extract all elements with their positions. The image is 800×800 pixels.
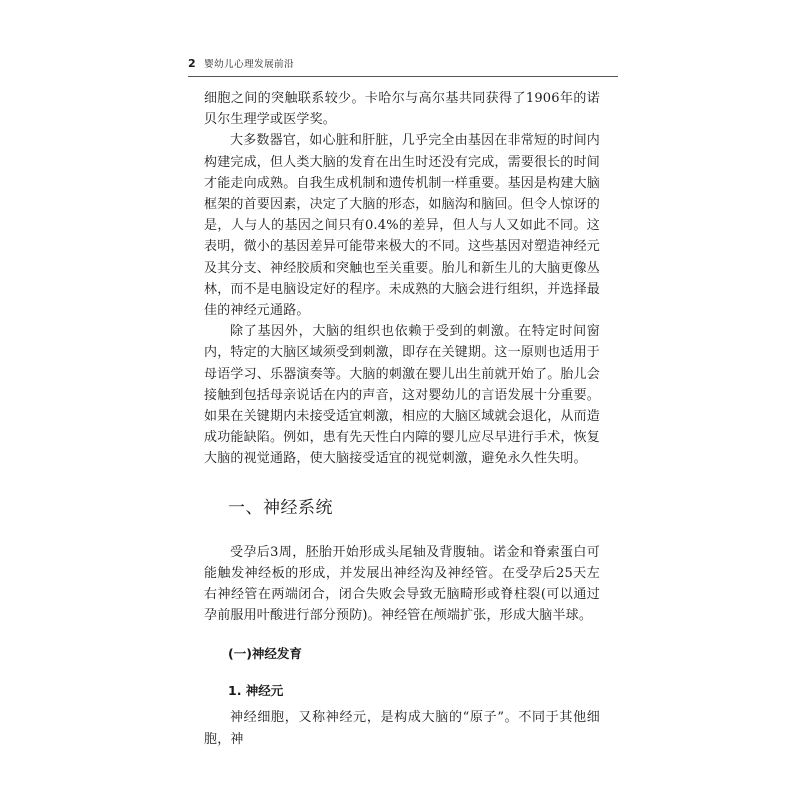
paragraph: 除了基因外，大脑的组织也依赖于受到的刺激。在特定时间窗内，特定的大脑区域须受到刺激，即存在关键期。这一原则也适用于母语学习、乐器演奏等。大脑的刺激在婴儿出生前就开始了。胎儿会接触到包括母亲说话在内的声音，这对婴幼儿的言语发展十分重要。如果在关键期内未接受适宜刺激，相应的大脑区域就会退化，从而造成功能缺陷。例如，患有先天性白内障的婴儿应尽早进行手术，恢复大脑的视觉通路，使大脑接受适宜的视觉刺激，避免永久性失明。 xyxy=(204,324,601,467)
page-content xyxy=(204,88,600,750)
subsection-heading: (一)神经发育 xyxy=(228,646,302,662)
section-heading: 一、神经系统 xyxy=(228,497,333,518)
book-title: 婴幼儿心理发展前沿 xyxy=(204,59,295,70)
paragraph: 神经细胞，又称神经元，是构成大脑的“原子”。不同于其他细胞，神 xyxy=(204,710,600,747)
paragraph: 大多数器官，如心脏和肝脏，几乎完全由基因在非常短的时间内构建完成，但人类大脑的发育在出生时还没有完成，需要很长的时间才能走向成熟。自我生成机制和遗传机制一样重要。基因是构建大脑框架的首要因素，决定了大脑的形态，如脑沟和脑回。但令人惊讶的是，人与人的基因之间只有0.4%的差异，但人与人又如此不同。这表明，微小的基因差异可能带来极大的不同。这些基因对塑造神经元及其分支、神经胶质和突触也至关重要。胎儿和新生儿的大脑更像丛林，而不是电脑设定好的程序。未成熟的大脑会进行组织，并选择最佳的神经元通路。 xyxy=(204,133,601,319)
page-number: 2 xyxy=(188,57,197,70)
running-header xyxy=(188,58,618,77)
subsubsection-heading: 1. 神经元 xyxy=(228,683,284,699)
paragraph: 受孕后3周，胚胎开始形成头尾轴及背腹轴。诺金和脊索蛋白可能触发神经板的形成，并发展出神经沟及神经管。在受孕后25天左右神经管在两端闭合，闭合失败会导致无脑畸形或脊柱裂(可以通过孕前服用叶酸进行部分预防)。神经管在颅端扩张，形成大脑半球。 xyxy=(204,544,600,624)
paragraph: 细胞之间的突触联系较少。卡哈尔与高尔基共同获得了1906年的诺贝尔生理学或医学奖。 xyxy=(204,91,600,128)
